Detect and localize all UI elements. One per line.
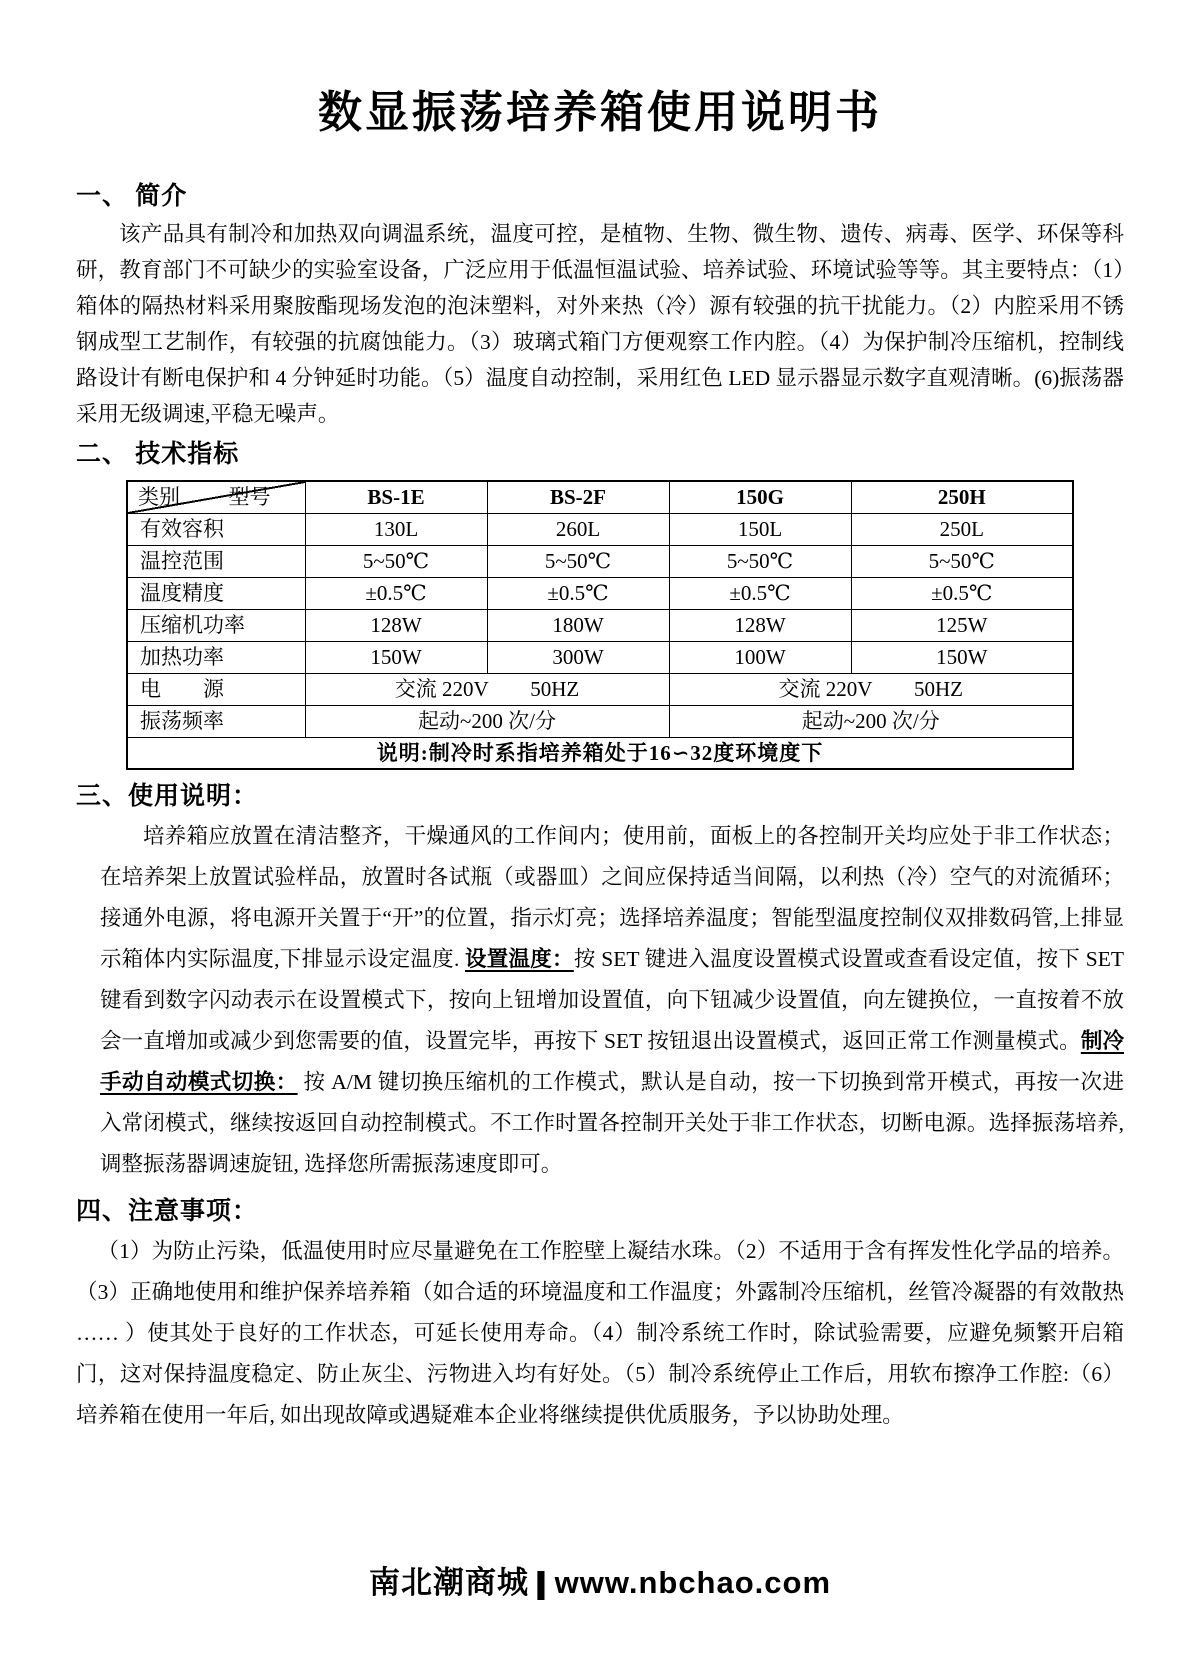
table-cell: 130L — [305, 513, 487, 545]
section-specs — [76, 438, 1124, 770]
notes-heading: 四、注意事项： — [76, 1198, 259, 1225]
footer-url: www.nbchao.com — [554, 1565, 832, 1600]
table-cell: 起动~200 次/分 — [669, 705, 1073, 737]
row-label: 温度精度 — [127, 577, 305, 609]
intro-heading: 一、 简介 — [76, 183, 188, 210]
model-header: 250H — [851, 481, 1073, 513]
model-header: BS-1E — [305, 481, 487, 513]
specs-row-temp-accuracy — [127, 577, 1073, 609]
table-cell: 150L — [669, 513, 851, 545]
corner-category-label: 类别 — [138, 484, 180, 509]
table-cell: 5~50℃ — [487, 545, 669, 577]
table-cell: 交流 220V 50HZ — [669, 673, 1073, 705]
row-label: 压缩机功率 — [127, 609, 305, 641]
table-corner-cell — [127, 481, 305, 513]
footer-brand: 南北潮商城 — [368, 1565, 529, 1600]
specs-row-volume — [127, 513, 1073, 545]
specs-table — [126, 480, 1074, 770]
section-notes — [76, 1195, 1124, 1436]
table-cell: 5~50℃ — [305, 545, 487, 577]
corner-model-label: 型号 — [228, 485, 271, 509]
specs-row-compressor-power — [127, 609, 1073, 641]
cooling-mode-switch-label: 制冷手动自动模式切换： — [100, 1029, 1124, 1094]
table-cell: 250L — [851, 513, 1073, 545]
specs-row-oscillation-frequency — [127, 705, 1073, 737]
table-cell: 150W — [305, 641, 487, 673]
specs-row-temp-range — [127, 545, 1073, 577]
specs-note: 说明:制冷时系指培养箱处于16∽32度环境度下 — [127, 737, 1073, 769]
specs-header-row — [127, 481, 1073, 513]
section-intro — [76, 180, 1124, 432]
table-cell: 交流 220V 50HZ — [305, 673, 669, 705]
table-cell: 100W — [669, 641, 851, 673]
usage-text: 培养箱应放置在清洁整齐，干燥通风的工作间内；使用前，面板上的各控制开关均应处于非工作状态；在培养架上放置试验样品，放置时各试瓶（或器皿）之间应保持适当间隔，以利热（冷）空气的对流循环；接通外电源，将电源开关置于“开”的位置，指示灯亮；选择培养温度；智能型温度控制仪双排数码管,上排显示箱体内实际温度,下排显示设定温度. — [100, 824, 1124, 971]
footer-divider: | — [533, 1565, 551, 1600]
model-header: 150G — [669, 481, 851, 513]
section-usage — [76, 780, 1124, 1185]
row-label: 电 源 — [127, 673, 305, 705]
table-cell: ±0.5℃ — [487, 577, 669, 609]
table-cell: 128W — [305, 609, 487, 641]
table-cell: ±0.5℃ — [669, 577, 851, 609]
table-cell: 起动~200 次/分 — [305, 705, 669, 737]
table-cell: 180W — [487, 609, 669, 641]
notes-paragraph: （1）为防止污染，低温使用时应尽量避免在工作腔壁上凝结水珠。（2）不适用于含有挥发性化学品的培养。（3）正确地使用和维护保养培养箱（如合适的环境温度和工作温度；外露制冷压缩机，丝管冷凝器的有效散热 …… ）使其处于良好的工作状态，可延长使用寿命。（4）制冷系统工作时，除试验需要，应避免频繁开启箱门，这对保持温度稳定、防止灰尘、污物进入均有好处。（5）制冷系统停止工作后，用软布擦净工作腔:（6）培养箱在使用一年后, 如出现故障或遇疑难本企业将继续提供优质服务，予以协助处理。 — [76, 1239, 1124, 1427]
usage-paragraph — [76, 816, 1124, 1185]
table-cell: 5~50℃ — [851, 545, 1073, 577]
table-cell: 300W — [487, 641, 669, 673]
set-temperature-label: 设置温度： — [464, 947, 574, 971]
table-cell: 125W — [851, 609, 1073, 641]
usage-heading: 三、使用说明： — [76, 783, 259, 810]
table-cell: 5~50℃ — [669, 545, 851, 577]
document-title: 数显振荡培养箱使用说明书 — [318, 88, 882, 137]
row-label: 有效容积 — [127, 513, 305, 545]
footer — [0, 1557, 1200, 1602]
table-cell: 260L — [487, 513, 669, 545]
table-cell: 128W — [669, 609, 851, 641]
specs-row-heating-power — [127, 641, 1073, 673]
row-label: 加热功率 — [127, 641, 305, 673]
intro-paragraph: 该产品具有制冷和加热双向调温系统，温度可控，是植物、生物、微生物、遗传、病毒、医学、环保等科研，教育部门不可缺少的实验室设备，广泛应用于低温恒温试验、培养试验、环境试验等等。其主要特点：（1）箱体的隔热材料采用聚胺酯现场发泡的泡沫塑料，对外来热（冷）源有较强的抗干扰能力。（2）内腔采用不锈钢成型工艺制作，有较强的抗腐蚀能力。（3）玻璃式箱门方便观察工作内腔。（4）为保护制冷压缩机，控制线路设计有断电保护和 4 分钟延时功能。（5）温度自动控制，采用红色 LED 显示器显示数字直观清晰。(6)振荡器采用无级调速,平稳无噪声。 — [76, 222, 1124, 426]
specs-row-power-supply — [127, 673, 1073, 705]
usage-text: 按 SET 键进入温度设置模式设置或查看设定值，按下 SET 键看到数字闪动表示在设置模式下，按向上钮增加设置值，向下钮减少设置值，向左键换位，一直按着不放会一直增加或减少到您需要的值，设置完毕，再按下 SET 按钮退出设置模式，返回正常工作测量模式。 — [100, 947, 1124, 1053]
specs-note-row — [127, 737, 1073, 769]
usage-text: 按 A/M 键切换压缩机的工作模式，默认是自动，按一下切换到常开模式，再按一次进入常闭模式，继续按返回自动控制模式。不工作时置各控制开关处于非工作状态，切断电源。选择振荡培养, 调整振荡器调速旋钮, 选择您所需振荡速度即可。 — [100, 1070, 1124, 1176]
row-label: 振荡频率 — [127, 705, 305, 737]
model-header: BS-2F — [487, 481, 669, 513]
table-cell: ±0.5℃ — [851, 577, 1073, 609]
specs-heading: 二、 技术指标 — [76, 441, 240, 468]
row-label: 温控范围 — [127, 545, 305, 577]
table-cell: 150W — [851, 641, 1073, 673]
table-cell: ±0.5℃ — [305, 577, 487, 609]
